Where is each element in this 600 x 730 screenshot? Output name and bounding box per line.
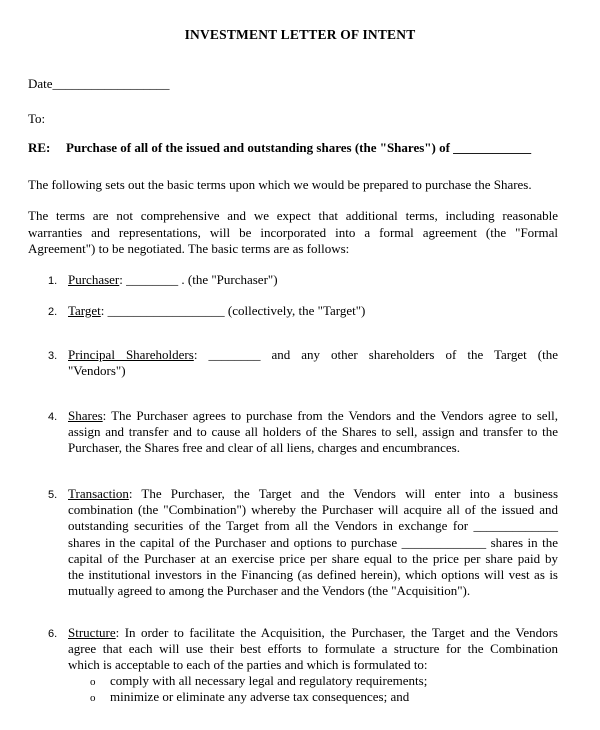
list-item-principal-shareholders bbox=[48, 347, 558, 379]
item-line bbox=[68, 408, 558, 424]
item-number: 2. bbox=[48, 306, 58, 318]
item-line: mutually agreed to among the Purchaser and the Vendors (the "Acquisition"). bbox=[68, 583, 471, 599]
item-line: which is acceptable to each of the parties and which is formulated to: bbox=[68, 657, 428, 673]
sub-item-text: comply with all necessary legal and regulatory requirements; bbox=[110, 673, 428, 688]
item-line bbox=[68, 272, 558, 288]
intro-paragraph: The following sets out the basic terms upon which we would be prepared to purchase the Shares. bbox=[28, 177, 532, 192]
item-line bbox=[68, 347, 558, 363]
bullet-icon: o bbox=[90, 676, 96, 688]
item-line bbox=[68, 303, 558, 319]
sub-item-text: minimize or eliminate any adverse tax consequences; and bbox=[110, 689, 410, 704]
bullet-icon: o bbox=[90, 692, 96, 704]
item-heading: Structure bbox=[68, 625, 116, 640]
item-number: 1. bbox=[48, 275, 58, 287]
item-line: the institutional investors in the Financing (as defined herein), which options will vest as is bbox=[68, 567, 558, 583]
item-text: : __________________ (collectively, the "Target") bbox=[100, 303, 366, 318]
paragraph-line: The terms are not comprehensive and we expect that additional terms, including reasonable bbox=[28, 208, 558, 223]
item-heading: Transaction bbox=[68, 486, 129, 501]
item-number: 6. bbox=[48, 628, 58, 640]
item-line: capital of the Purchaser at an exercise price per share equal to the price per share paid by bbox=[68, 550, 558, 566]
item-text: : ________ and any other shareholders of the Target (the bbox=[193, 347, 558, 362]
list-item-shares bbox=[48, 408, 558, 457]
to-line: To: bbox=[28, 111, 46, 126]
list-item-purchaser bbox=[48, 272, 558, 288]
item-heading: Target bbox=[68, 303, 101, 318]
list-item-target bbox=[48, 303, 558, 319]
item-line bbox=[68, 486, 558, 502]
item-text: : The Purchaser, the Target and the Vendors will enter into a business bbox=[128, 486, 558, 501]
item-line: combination (the "Combination") whereby the Purchaser will acquire all of the issued and bbox=[68, 502, 558, 518]
item-line: agree that each will use their best efforts to formulate a structure for the Combination bbox=[68, 641, 558, 657]
item-line bbox=[68, 625, 558, 641]
document-title: INVESTMENT LETTER OF INTENT bbox=[184, 27, 416, 42]
item-number: 3. bbox=[48, 350, 58, 362]
item-number: 5. bbox=[48, 489, 58, 501]
item-text: : ________ . (the "Purchaser") bbox=[119, 272, 278, 287]
item-heading: Principal Shareholders bbox=[68, 347, 194, 362]
re-label: RE: bbox=[28, 140, 51, 155]
re-line bbox=[28, 140, 531, 156]
item-heading: Purchaser bbox=[68, 272, 120, 287]
item-text: : In order to facilitate the Acquisition, the Purchaser, the Target and the Vendors bbox=[115, 625, 558, 640]
list-item-structure bbox=[48, 625, 558, 674]
list-item-transaction bbox=[48, 486, 558, 599]
paragraph-line: Agreement") to be negotiated. The basic terms are as follows: bbox=[28, 241, 350, 256]
sub-item bbox=[90, 689, 409, 706]
item-line: "Vendors") bbox=[68, 363, 126, 379]
item-number: 4. bbox=[48, 411, 58, 423]
item-line: outstanding securities of the Target from all the Vendors in exchange for _____________ bbox=[68, 518, 558, 534]
re-text: Purchase of all of the issued and outstanding shares (the "Shares") of ____________ bbox=[66, 140, 532, 155]
sub-item bbox=[90, 673, 427, 690]
paragraph-line: warranties and representations, will be incorporated into a formal agreement (the "Formal bbox=[28, 224, 558, 240]
item-text: : The Purchaser agrees to purchase from the Vendors and the Vendors agree to sell, bbox=[102, 408, 558, 423]
item-heading: Shares bbox=[68, 408, 103, 423]
item-line: assign and transfer and to cause all holders of the Shares to sell, assign and transfer to the bbox=[68, 424, 558, 440]
date-line: Date__________________ bbox=[28, 76, 170, 91]
item-line: Purchaser, the Shares free and clear of all liens, charges and encumbrances. bbox=[68, 440, 460, 456]
item-line: shares in the capital of the Purchaser and options to purchase _____________ shares in the bbox=[68, 534, 558, 550]
terms-paragraph bbox=[28, 208, 558, 258]
